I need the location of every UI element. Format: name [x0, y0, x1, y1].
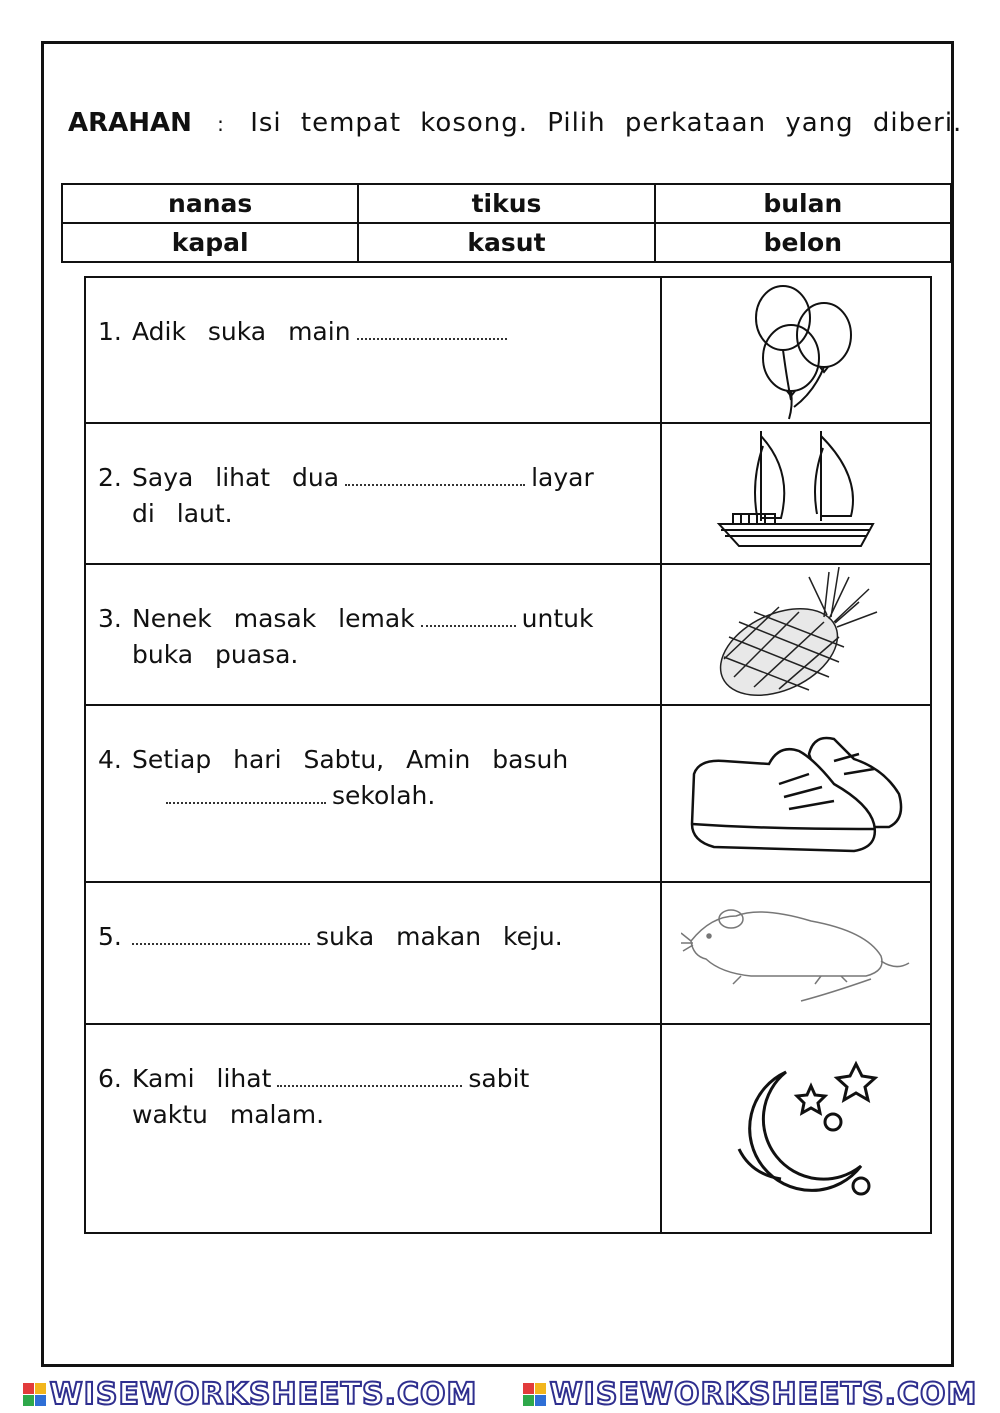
shoes-image [662, 706, 930, 881]
word-bank-cell: kasut [358, 223, 654, 262]
word-bank-cell: kapal [62, 223, 358, 262]
word-bank-cell: nanas [62, 184, 358, 223]
question-after: sabit [468, 1064, 530, 1093]
answer-blank[interactable] [357, 316, 507, 340]
word-bank-table [61, 183, 952, 263]
question-row [86, 881, 930, 1023]
question-text [86, 424, 662, 563]
question-row [86, 704, 930, 881]
question-number: 4. [98, 745, 122, 774]
footer-watermark-bar [0, 1376, 1000, 1413]
balloons-image [662, 278, 930, 422]
word-bank-row [62, 184, 951, 223]
word-bank-cell: belon [655, 223, 951, 262]
question-row [86, 563, 930, 704]
question-number: 5. [98, 922, 122, 951]
question-before: Kami lihat [132, 1064, 272, 1093]
question-before: Adik suka main [132, 317, 351, 346]
question-after: layar [531, 463, 594, 492]
watermark-text: WISEWORKSHEETS.COM [49, 1377, 478, 1412]
word-bank-cell: tikus [358, 184, 654, 223]
question-after: suka makan keju. [316, 922, 563, 951]
question-text [86, 706, 662, 881]
question-row [86, 1023, 930, 1232]
question-after: untuk [521, 604, 594, 633]
word-bank-row [62, 223, 951, 262]
instruction-text: Isi tempat kosong. Pilih perkataan yang diberi. [250, 108, 963, 138]
question-line2: sekolah. [332, 781, 436, 810]
question-number: 1. [98, 317, 122, 346]
moon-stars-image [662, 1025, 930, 1232]
watermark [523, 1377, 978, 1412]
answer-blank[interactable] [132, 921, 310, 945]
question-before: Nenek masak lemak [132, 604, 415, 633]
question-line2: waktu malam. [132, 1100, 325, 1129]
sailboat-image [662, 424, 930, 563]
question-text [86, 1025, 662, 1232]
question-row [86, 278, 930, 422]
questions-table [84, 276, 932, 1234]
wiseworksheets-logo-icon [523, 1383, 546, 1406]
question-text [86, 565, 662, 704]
answer-blank[interactable] [166, 780, 326, 804]
question-number: 2. [98, 463, 122, 492]
question-text [86, 883, 662, 1023]
answer-blank[interactable] [421, 603, 516, 627]
instruction-separator: : [217, 112, 225, 136]
answer-blank[interactable] [277, 1063, 462, 1087]
pineapple-image [662, 565, 930, 704]
question-number: 3. [98, 604, 122, 633]
wiseworksheets-logo-icon [23, 1383, 46, 1406]
watermark-text: WISEWORKSHEETS.COM [549, 1377, 978, 1412]
question-line2: buka puasa. [132, 640, 299, 669]
question-before: Setiap hari Sabtu, Amin basuh [132, 745, 569, 774]
question-text [86, 278, 662, 422]
watermark [23, 1377, 478, 1412]
answer-blank[interactable] [345, 462, 525, 486]
question-row [86, 422, 930, 563]
instruction-label: ARAHAN [68, 108, 192, 138]
instruction [68, 108, 962, 138]
question-line2: di laut. [132, 499, 233, 528]
mouse-image [662, 883, 930, 1023]
question-before: Saya lihat dua [132, 463, 340, 492]
word-bank-cell: bulan [655, 184, 951, 223]
question-number: 6. [98, 1064, 122, 1093]
